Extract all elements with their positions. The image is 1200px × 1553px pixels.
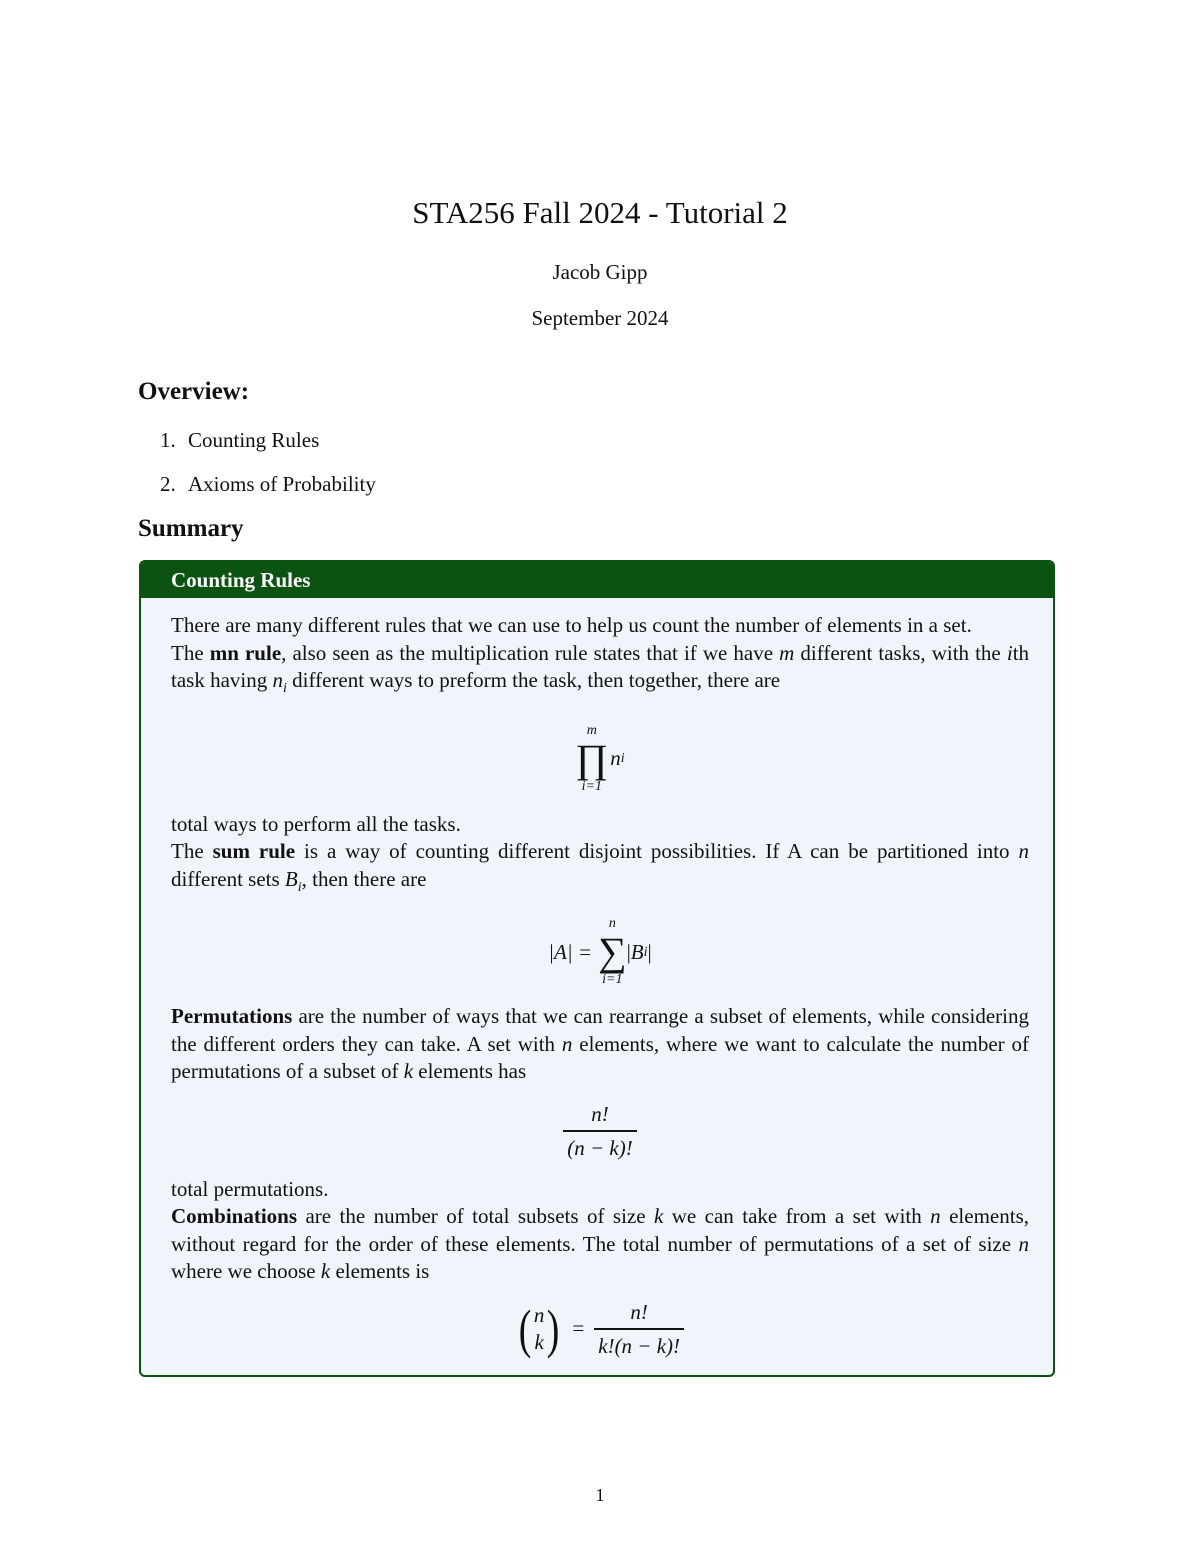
overview-item-label: Axioms of Probability <box>188 472 376 496</box>
page-number: 1 <box>595 1485 605 1505</box>
binomial-coefficient: ( n k ) <box>518 1298 560 1359</box>
counting-rules-box <box>139 560 1055 1377</box>
permutation-fraction: $\frac{n!}{(n - k)!}$ <box>563 1100 636 1162</box>
box-title: Counting Rules <box>141 562 1053 598</box>
product-operator: m ∏ i=1 <box>575 722 609 794</box>
combinations-term: Combinations <box>171 1204 298 1229</box>
sum-rule-paragraph: The sum rule is a way of counting different disjoint possibilities. If A can be partitioned into n different sets $B_i$, then there are <box>171 839 1030 895</box>
sum-operator: n ∑ i=1 <box>598 916 627 988</box>
mn-rule-paragraph: The mn rule, also seen as the multiplication rule states that if we have m different tasks, with the ith task having $n_i$ different ways to preform the task, then together, there are <box>171 640 1030 697</box>
sum-rule-term: sum rule <box>212 839 296 864</box>
overview-item-number: 1. <box>160 428 176 452</box>
permutations-term: Permutations <box>171 1004 293 1029</box>
date: September 2024 <box>531 306 669 330</box>
overview-item <box>160 426 319 454</box>
permutations-conclusion: total permutations. <box>171 1176 329 1201</box>
combination-equation: ( n k ) = $\frac{n!}{k!(n - k)!}$ <box>171 1286 1029 1372</box>
overview-item-number: 2. <box>160 472 176 496</box>
combinations-paragraph: Combinations are the number of total subsets of size k we can take from a set with n elements, without regard for the order of these elements. The total number of permutations of a set of size n where we choose k elements is <box>171 1204 1029 1284</box>
permutations-paragraph: Permutations are the number of ways that we can rearrange a subset of elements, while considering the different orders they can take. A set with n elements, where we want to calculate the number of permutations of a subset of k elements has <box>171 1004 1029 1084</box>
overview-heading: Overview: <box>138 378 250 405</box>
overview-item-label: Counting Rules <box>188 428 320 452</box>
intro-paragraph: There are many different rules that we can use to help us count the number of elements in a set. <box>171 613 972 637</box>
product-equation: m ∏ i=1 n i <box>575 722 625 794</box>
mn-rule-term: mn rule <box>209 640 282 665</box>
summary-heading: Summary <box>138 515 244 542</box>
permutation-equation <box>171 1086 1029 1176</box>
author: Jacob Gipp <box>552 260 648 284</box>
document-title: STA256 Fall 2024 - Tutorial 2 <box>412 195 788 230</box>
mn-rule-conclusion: total ways to perform all the tasks. <box>171 811 461 836</box>
sum-equation: |A| = n ∑ i=1 | B i | <box>548 916 652 988</box>
box-body <box>171 612 1029 1372</box>
overview-item <box>160 470 376 498</box>
combination-fraction: $\frac{n!}{k!(n - k)!}$ <box>594 1298 684 1360</box>
